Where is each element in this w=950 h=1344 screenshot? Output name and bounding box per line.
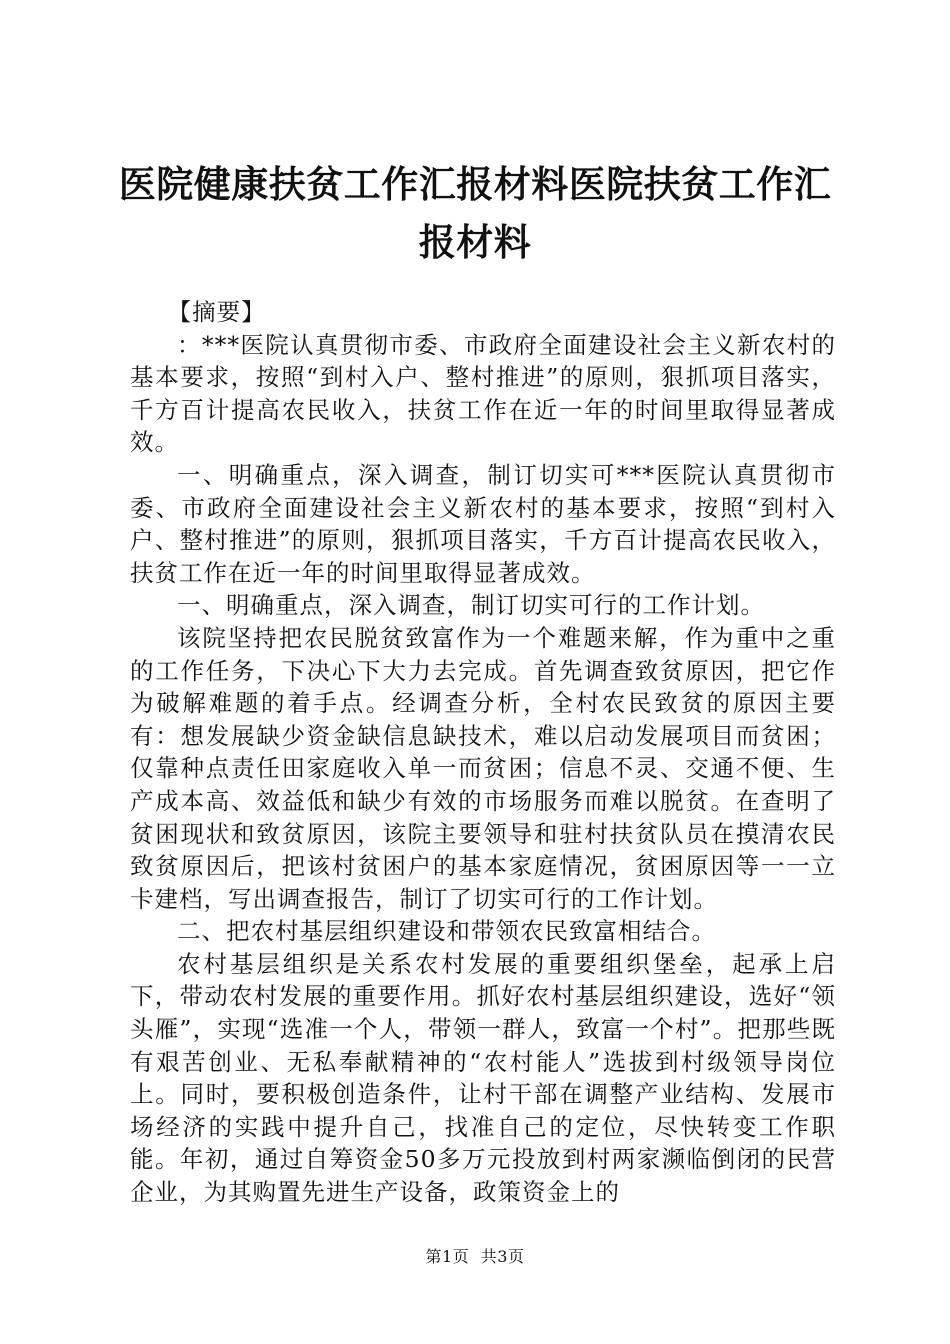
page-footer [0,1244,950,1267]
page-total: 共3页 [480,1247,525,1266]
abstract-paragraph: ：***医院认真贯彻市委、市政府全面建设社会主义新农村的基本要求，按照“到村入户、整村推进”的原则，狠抓项目落实，千方百计提高农民收入，扶贫工作在近一年的时间里取得显著成效。 [130,330,836,457]
section-heading-2: 二、把农村基层组织建设和带领农民致富相结合。 [177,917,716,946]
section-heading-1: 一、明确重点，深入调查，制订切实可行的工作计划。 [177,591,765,620]
body-paragraph: 农村基层组织是关系农村发展的重要组织堡垒，起承上启下，带动农村发展的重要作用。抓好农村基层组织建设，选好“领头雁”，实现“选准一个人，带领一群人，致富一个村”。把那些既有艰苦创业、无私奉献精神的“农村能人”选拔到村级领导岗位上。同时，要积极创造条件，让村干部在调整产业结构、发展市场经济的实践中提升自己，找准自己的定位，尽快转变工作职能。年初，通过自筹资金50多万元投放到村两家濒临倒闭的民营企业，为其购置先进生产设备，政策资金上的 [130,949,836,1207]
body-paragraph: 一、明确重点，深入调查，制订切实可***医院认真贯彻市委、市政府全面建设社会主义新农村的基本要求，按照“到村入户、整村推进”的原则，狠抓项目落实，千方百计提高农民收入，扶贫工作在近一年的时间里取得显著成效。 [130,460,836,587]
abstract-heading: 【摘要】 [167,298,266,326]
body-paragraph: 该院坚持把农民脱贫致富作为一个难题来解，作为重中之重的工作任务，下决心下大力去完成。首先调查致贫原因，把它作为破解难题的着手点。经调查分析，全村农民致贫的原因主要有：想发展缺少资金缺信息缺技术，难以启动发展项目而贫困；仅靠种点责任田家庭收入单一而贫困；信息不灵、交通不便、生产成本高、效益低和缺少有效的市场服务而难以脱贫。在查明了贫困现状和致贫原因，该院主要领导和驻村扶贫队员在摸清农民致贫原因后，把该村贫困户的基本家庭情况，贫困原因等一一立卡建档，写出调查报告，制订了切实可行的工作计划。 [130,623,836,913]
document-body [130,296,836,1209]
page-number: 第1页 [425,1247,470,1266]
document-title: 医院健康扶贫工作汇报材料医院扶贫工作汇报材料 [118,163,832,264]
